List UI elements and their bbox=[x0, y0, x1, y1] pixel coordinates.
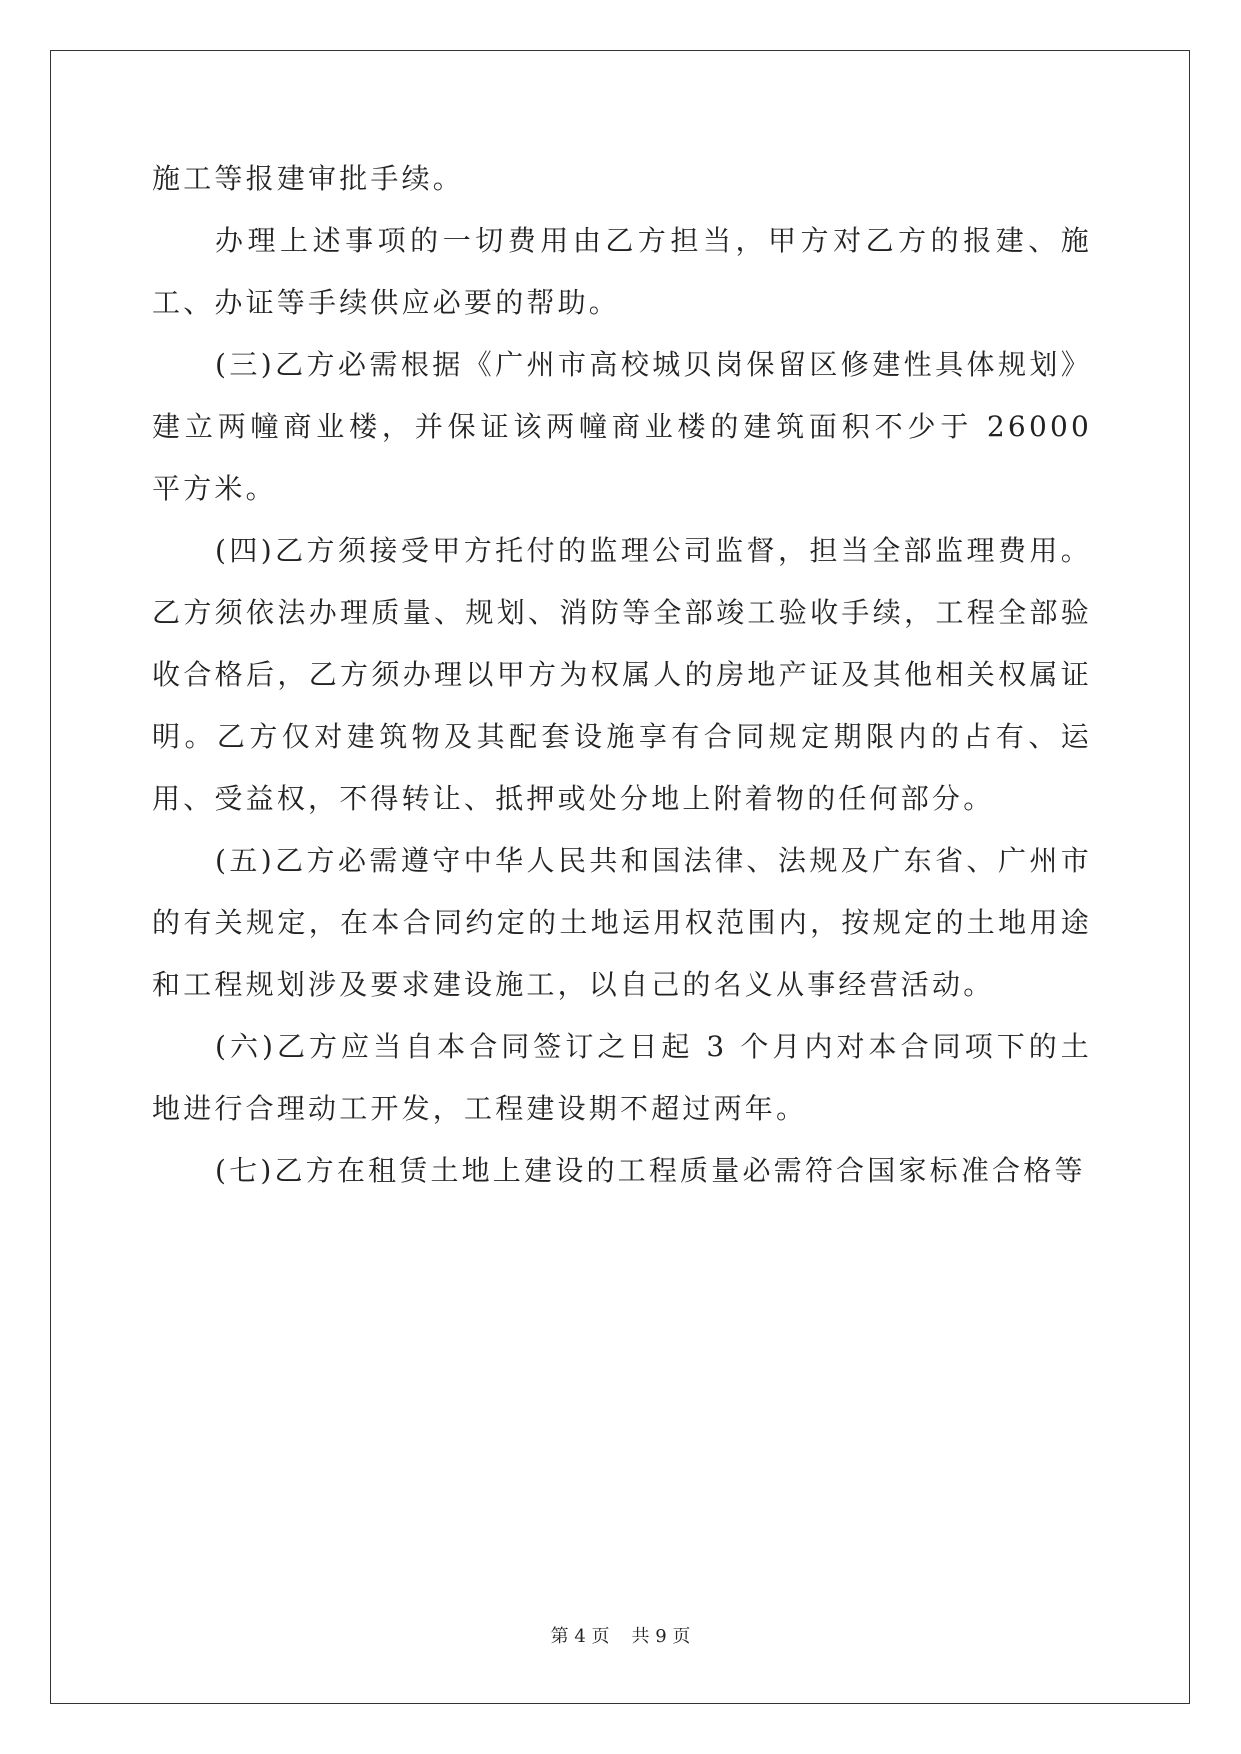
document-body bbox=[152, 148, 1092, 1202]
page-footer bbox=[0, 1622, 1241, 1648]
total-page-count: 共 9 页 bbox=[631, 1626, 691, 1647]
paragraph-7: (七)乙方在租赁土地上建设的工程质量必需符合国家标准合格等 bbox=[215, 1154, 1086, 1187]
paragraph-6: (六)乙方应当自本合同签订之日起 3 个月内对本合同项下的土地进行合理动工开发，工程建设期不超过两年。 bbox=[152, 1030, 1092, 1125]
current-page-number: 第 4 页 bbox=[550, 1626, 610, 1647]
paragraph-5: (五)乙方必需遵守中华人民共和国法律、法规及广东省、广州市的有关规定，在本合同约定的土地运用权范围内，按规定的土地用途和工程规划涉及要求建设施工，以自己的名义从事经营活动。 bbox=[152, 844, 1092, 1001]
paragraph-2: 办理上述事项的一切费用由乙方担当，甲方对乙方的报建、施工、办证等手续供应必要的帮助。 bbox=[152, 224, 1092, 319]
paragraph-1: 施工等报建审批手续。 bbox=[152, 162, 465, 195]
paragraph-3: (三)乙方必需根据《广州市高校城贝岗保留区修建性具体规划》建立两幢商业楼，并保证该两幢商业楼的建筑面积不少于 26000 平方米。 bbox=[152, 348, 1092, 505]
paragraph-4: (四)乙方须接受甲方托付的监理公司监督，担当全部监理费用。乙方须依法办理质量、规划、消防等全部竣工验收手续，工程全部验收合格后，乙方须办理以甲方为权属人的房地产证及其他相关权属证明。乙方仅对建筑物及其配套设施享有合同规定期限内的占有、运用、受益权，不得转让、抵押或处分地上附着物的任何部分。 bbox=[152, 534, 1092, 815]
